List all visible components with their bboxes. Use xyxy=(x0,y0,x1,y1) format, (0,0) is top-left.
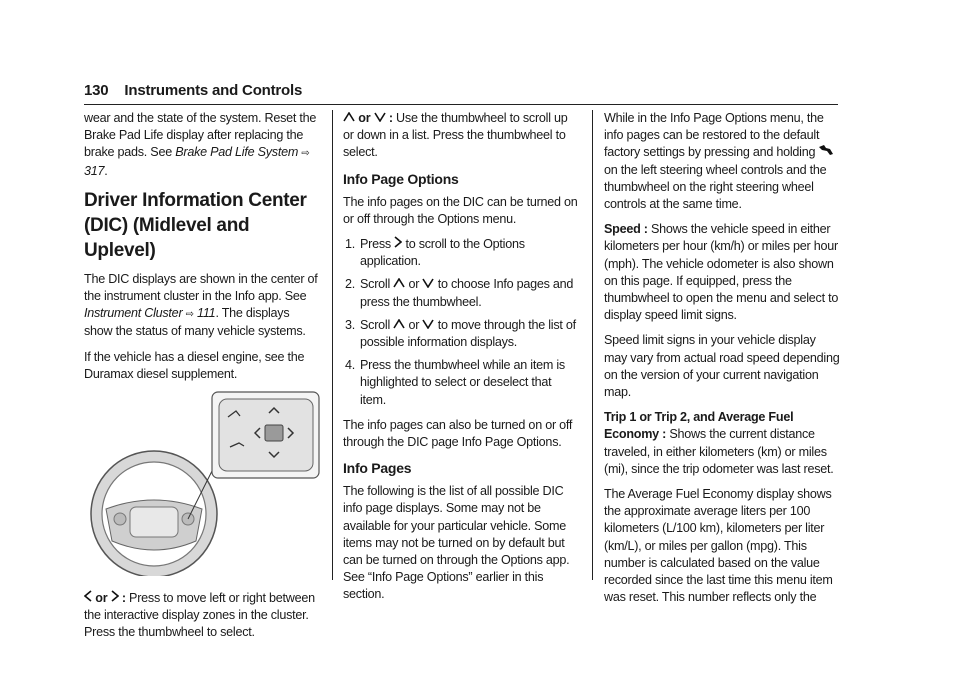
column-1 xyxy=(84,110,320,650)
right-chevron-icon xyxy=(111,590,119,607)
voice-recognition-icon xyxy=(818,144,834,161)
page-ref-icon: ⇨ xyxy=(185,309,194,321)
link-instrument-cluster[interactable]: Instrument Cluster xyxy=(84,306,183,321)
page-header xyxy=(84,82,302,99)
down-chevron-icon xyxy=(422,317,434,334)
list-item: 4. Press the thumbwheel while an item is highlighted to select or deselect that item. xyxy=(345,358,565,407)
paragraph-trip: Trip 1 or Trip 2, and Average Fuel Economy : Shows the current distance traveled, in either kilometers (km) or miles (mi), since the trip odometer was last reset. xyxy=(604,410,834,476)
paragraph-speed-limit: Speed limit signs in your vehicle display may vary from actual road speed depending on the version of your current navigation map. xyxy=(604,333,840,400)
label-trip: Trip 1 or Trip 2, and Average Fuel Economy : xyxy=(604,410,794,442)
page-ref-icon: ⇨ xyxy=(301,148,310,160)
section-title: Instruments and Controls xyxy=(124,82,303,99)
paragraph-diesel: If the vehicle has a diesel engine, see the Duramax diesel supplement. xyxy=(84,349,305,381)
heading-info-pages: Info Pages xyxy=(343,460,412,477)
header-rule xyxy=(84,104,838,105)
right-chevron-icon xyxy=(394,236,402,253)
steering-wheel-icon xyxy=(91,451,217,576)
paragraph-brake-pad: wear and the state of the system. Reset the Brake Pad Life display after replacing the brake pads. See Brake Pad Life System ⇨ 317. xyxy=(84,111,317,178)
paragraph-dic-intro: The DIC displays are shown in the center of the instrument cluster in the Info app. See Instrument Cluster ⇨ 111. The displays show the status of many vehicle systems. xyxy=(84,271,318,339)
column-3 xyxy=(604,110,840,614)
heading-info-page-options: Info Page Options xyxy=(343,170,459,187)
paragraph-avg-fuel: The Average Fuel Economy display shows the approximate average liters per 100 kilometers (L/100 km), kilometers per liter (km/L), or miles per gallon (mpg). This number is calculated based on the value recorded since the last time this menu item was reset. This number reflects only the xyxy=(604,487,833,605)
paragraph-info-pages: The following is the list of all possible DIC info page displays. Some may not be available for your particular vehicle. Some items may not be turned on by default but can be turned on through the Options app. See “Info Page Options” earlier in this section. xyxy=(343,484,570,602)
heading-dic: Driver Information Center (DIC) (Midlevel and Uplevel) xyxy=(84,189,307,261)
page-ref-number[interactable]: 111 xyxy=(197,306,216,321)
list-item: 1. Press to scroll to the Options application. xyxy=(345,237,525,269)
left-chevron-icon xyxy=(84,590,92,607)
options-steps-list xyxy=(343,236,579,409)
down-chevron-icon xyxy=(374,110,386,127)
list-item: 3. Scroll or to move through the list of possible information displays. xyxy=(345,317,576,350)
link-brake-pad-life[interactable]: Brake Pad Life System xyxy=(175,145,299,160)
paragraph-up-down: or : Use the thumbwheel to scroll up or down in a list. Press the thumbwheel to select. xyxy=(343,111,568,160)
up-chevron-icon xyxy=(393,276,405,293)
page-number: 130 xyxy=(84,82,109,99)
steering-wheel-svg xyxy=(84,391,320,576)
up-chevron-icon xyxy=(393,317,405,334)
up-chevron-icon xyxy=(343,110,355,127)
steering-controls-inset xyxy=(212,392,319,478)
page-ref-number[interactable]: 317 xyxy=(84,163,105,178)
list-item: 2. Scroll or to choose Info pages and press the thumbwheel. xyxy=(345,277,574,309)
steering-wheel-illustration xyxy=(84,391,320,576)
paragraph-speed: Speed : Shows the vehicle speed in either kilometers per hour (km/h) or miles per hour (mph). The vehicle odometer is also shown on this page. If equipped, press the thumbwheel to open the menu and select to display speed limit signs. xyxy=(604,222,839,323)
paragraph-options-alt: The info pages can also be turned on or off through the DIC page Info Page Options. xyxy=(343,417,573,450)
label-speed: Speed : xyxy=(604,222,651,237)
column-divider xyxy=(592,110,593,580)
paragraph-left-right: or : Press to move left or right between the interactive display zones in the cluster. Press the thumbwheel to select. xyxy=(84,591,315,640)
paragraph-restore-defaults: While in the Info Page Options menu, the info pages can be restored to the default factory settings by pressing and holding on the left steering wheel controls and the thumbwheel on the right steering wheel controls at the same time. xyxy=(604,110,840,213)
paragraph-options-intro: The info pages on the DIC can be turned on or off through the Options menu. xyxy=(343,194,578,226)
column-divider xyxy=(332,110,333,580)
down-chevron-icon xyxy=(422,276,434,293)
column-2 xyxy=(343,110,579,612)
